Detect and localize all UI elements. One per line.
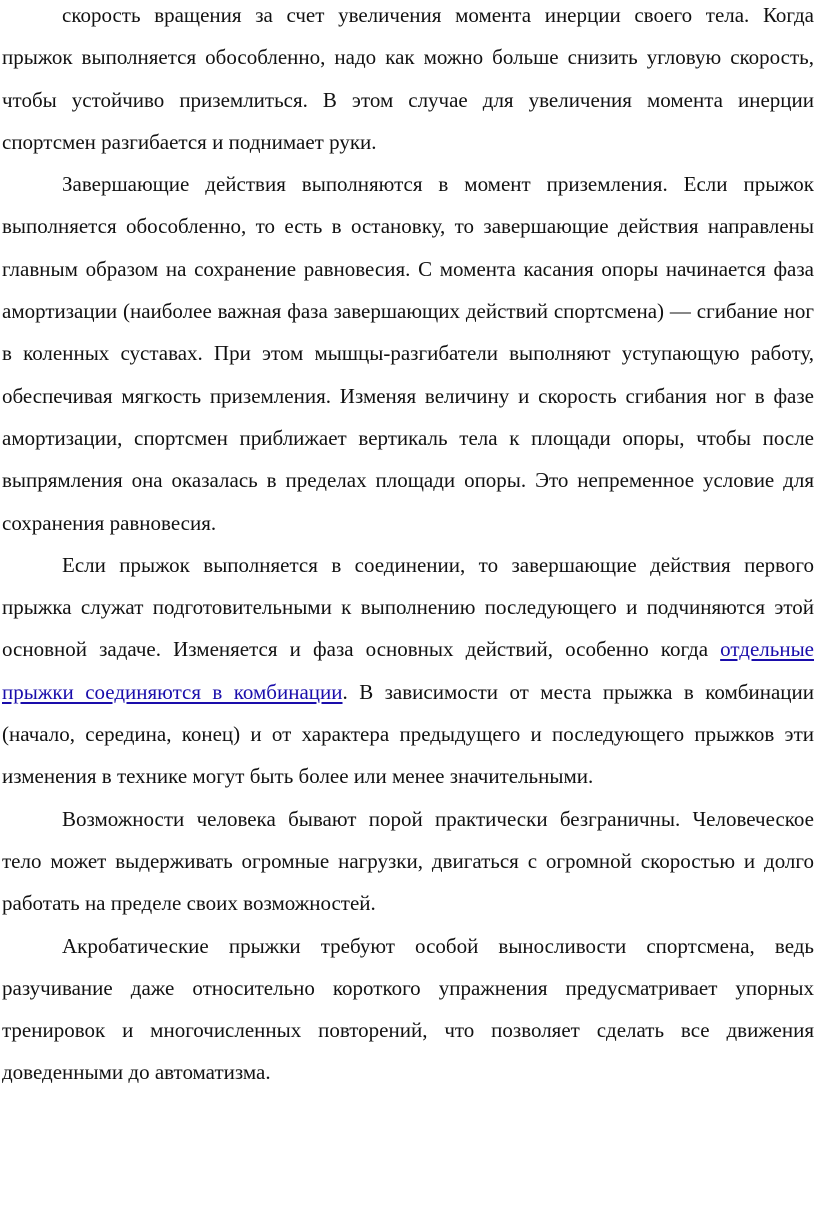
paragraph-3: [2, 544, 814, 798]
paragraph-2: Завершающие действия выполняются в момент приземления. Если прыжок выполняется обособленно, то есть в остановку, то завершающие действия направлены главным образом на сохранение равновесия. С момента касания опоры начинается фаза амортизации (наиболее важная фаза завершающих действий спортсмена) — сгибание ног в коленных суставах. При этом мышцы-разгибатели выполняют уступающую работу, обеспечивая мягкость приземления. Изменяя величину и скорость сгибания ног в фазе амортизации, спортсмен приближает вертикаль тела к площади опоры, чтобы после выпрямления она оказалась в пределах площади опоры. Это непременное условие для сохранения равновесия.: [2, 172, 814, 535]
paragraph-3-text-after: . В зависимости от места прыжка в комбинации (начало, середина, конец) и от характера предыдущего и последующего прыжков эти изменения в технике могут быть более или менее значительными.: [2, 679, 814, 789]
paragraph-4: Возможности человека бывают порой практически безграничны. Человеческое тело может выдерживать огромные нагрузки, двигаться с огромной скоростью и долго работать на пределе своих возможностей.: [2, 806, 814, 916]
paragraph-1: скорость вращения за счет увеличения момента инерции своего тела. Когда прыжок выполняется обособленно, надо как можно больше снизить угловую скорость, чтобы устойчиво приземлиться. В этом случае для увеличения момента инерции спортсмен разгибается и поднимает руки.: [2, 3, 814, 154]
paragraph-3-text-before: Если прыжок выполняется в соединении, то завершающие действия первого прыжка служат подготовительными к выполнению последующего и подчиняются этой основной задаче. Изменяется и фаза основных действий, особенно когда: [2, 552, 814, 662]
paragraph-5: Акробатические прыжки требуют особой выносливости спортсмена, ведь разучивание даже относительно короткого упражнения предусматривает упорных тренировок и многочисленных повторений, что позволяет сделать все движения доведенными до автоматизма.: [2, 933, 814, 1085]
combination-jumps-link[interactable]: отдельные прыжки соединяются в комбинации: [2, 637, 814, 704]
